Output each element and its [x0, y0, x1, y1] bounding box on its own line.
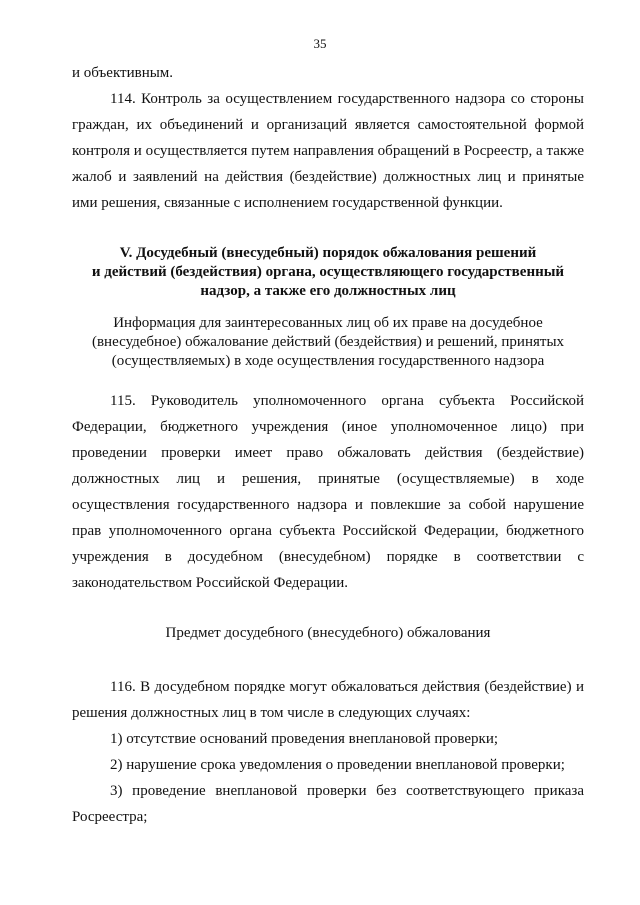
page-number: 35 — [313, 36, 327, 51]
paragraph-114: 114. Контроль за осуществлением государственного надзора со стороны граждан, их объединений и организаций является самостоятельной формой контроля и осуществляется путем направления обращений в Росреестр, а также жалоб и заявлений на действия (бездействие) должностных лиц и принятые ими решения, связанные с исполнением государственной функции. — [72, 91, 584, 211]
paragraph-continuation: и объективным. — [72, 65, 174, 81]
list-item-1: 1) отсутствие оснований проведения внеплановой проверки; — [110, 731, 499, 747]
info-line-3: (осуществляемых) в ходе осуществления государственного надзора — [111, 353, 545, 369]
paragraph-116: 116. В досудебном порядке могут обжаловаться действия (бездействие) и решения должностных лиц в том числе в следующих случаях: — [72, 679, 584, 721]
subject-heading: Предмет досудебного (внесудебного) обжалования — [165, 625, 491, 641]
paragraph-115: 115. Руководитель уполномоченного органа субъекта Российской Федерации, бюджетного учреждения (иное уполномоченное лицо) при проведении проверки имеет право обжаловать действия (бездействие) должностных лиц и решения, принятые (осуществляемые) в ходе осуществления государственного надзора и повлекшие за собой нарушение прав уполномоченного органа субъекта Российской Федерации, бюджетного учреждения в досудебном (внесудебном) порядке в соответствии с законодательством Российской Федерации. — [72, 393, 584, 591]
section-title-line-2: и действий (бездействия) органа, осуществляющего государственный — [91, 264, 565, 280]
section-title-line-3: надзор, а также его должностных лиц — [200, 283, 456, 299]
list-item-3: 3) проведение внеплановой проверки без соответствующего приказа Росреестра; — [72, 783, 584, 825]
info-line-1: Информация для заинтересованных лиц об их праве на досудебное — [113, 315, 543, 331]
info-line-2: (внесудебное) обжалование действий (бездействия) и решений, принятых — [91, 334, 565, 350]
section-title-line-1: V. Досудебный (внесудебный) порядок обжалования решений — [119, 245, 537, 261]
list-item-2: 2) нарушение срока уведомления о проведении внеплановой проверки; — [110, 757, 565, 773]
